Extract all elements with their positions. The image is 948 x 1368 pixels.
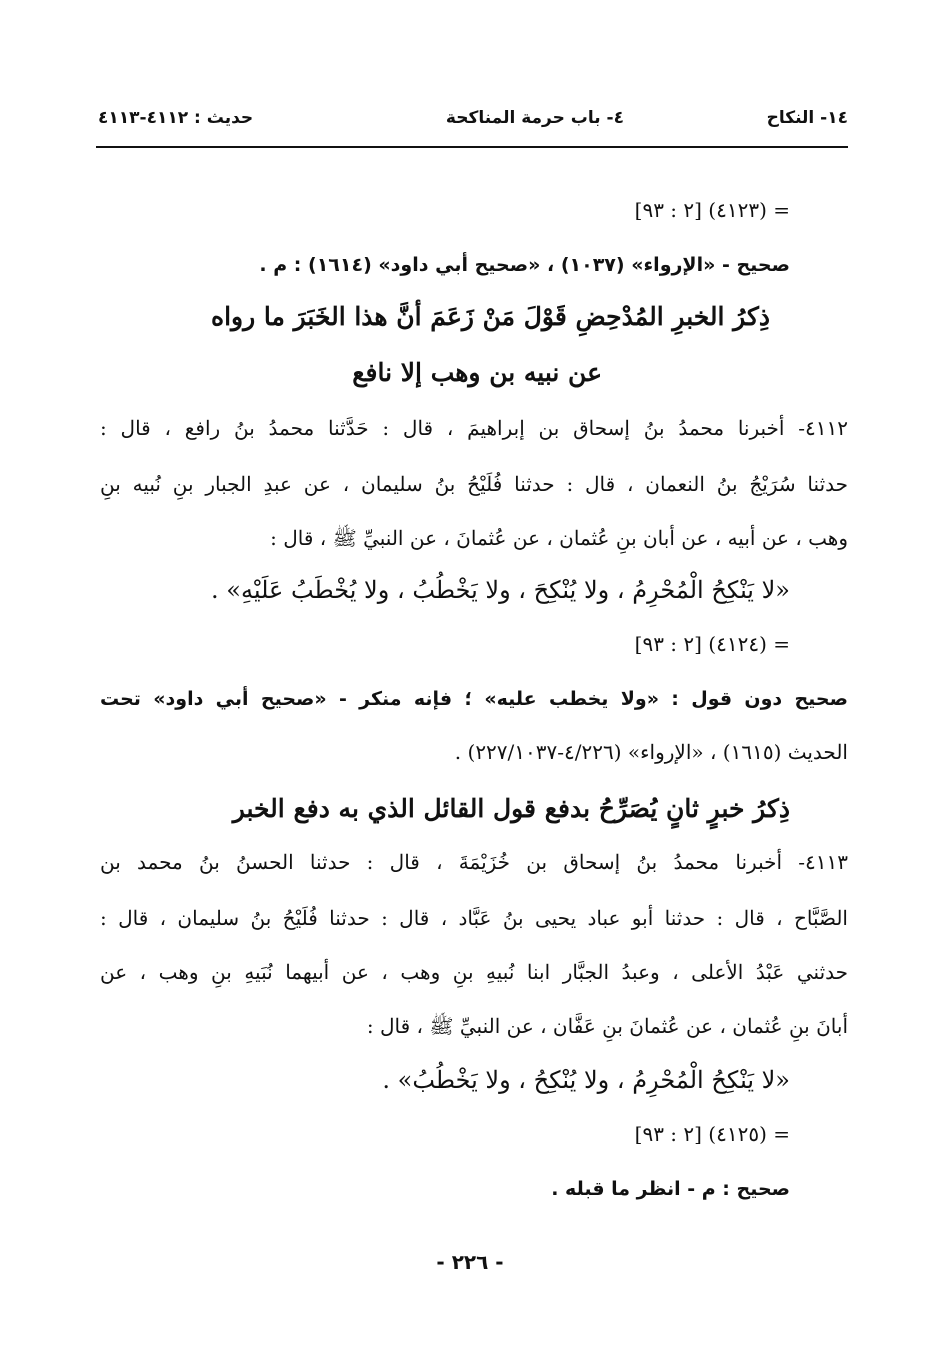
chapter-heading-cont: عن نبيه بن وهب إلا نافع xyxy=(352,358,602,387)
reference-line: = (٤١٢٥) [٢ : ٩٣] xyxy=(634,1122,790,1146)
chapter-heading: ذِكرُ خبرٍ ثانٍ يُصَرِّحُ بدفع قول القائل الذي به دفع الخبر xyxy=(232,794,790,823)
hadith-text: ٤١١٣- أخبرنا محمدُ بنُ إسحاق بن خُزَيْمَةَ ، قال : حدثنا الحسنُ بنُ محمد بن xyxy=(100,850,848,874)
hadith-range: حديث : ٤١١٢-٤١١٣ xyxy=(98,108,254,128)
reference-line: = (٤١٢٣) [٢ : ٩٣] xyxy=(634,198,790,222)
hadith-text: ٤١١٢- أخبرنا محمدُ بنُ إسحاق بن إبراهيمَ ، قال : حَدَّثنا محمدُ بنُ رافع ، قال : xyxy=(100,416,848,440)
hadith-text: أبانَ بنِ عُثمان ، عن عُثمانَ بنِ عَفَّان ، عن النبيِّ ﷺ ، قال : xyxy=(366,1014,848,1038)
header-rule xyxy=(96,146,848,148)
grading-line: صحيح : م - انظر ما قبله . xyxy=(551,1178,790,1200)
reference-line: = (٤١٢٤) [٢ : ٩٣] xyxy=(634,632,790,656)
grading-line: صحيح دون قول : «ولا يخطب عليه» ؛ فإنه منكر - «صحيح أبي داود» تحت xyxy=(100,688,848,710)
chapter-heading: ذِكرُ الخبرِ المُدْحِضِ قَوْلَ مَنْ زَعَمَ أنَّ هذا الخَبَرَ ما رواه xyxy=(211,302,770,331)
hadith-text: حدثني عَبْدُ الأعلى ، وعبدُ الجبَّار ابنا نُبيهِ بنِ وهب ، عن أبيهما نُبَيهِ بنِ وهب ، عن xyxy=(100,960,848,984)
hadith-quote: «لا يَنْكِحُ الْمُحْرِمُ ، ولا يُنْكِحُ ، ولا يَخْطُبُ» . xyxy=(382,1066,790,1094)
grading-line: صحيح - «الإرواء» (١٠٣٧) ، «صحيح أبي داود» (١٦١٤) : م . xyxy=(259,254,790,276)
chapter-title: ١٤- النكاح xyxy=(766,108,848,128)
hadith-quote: «لا يَنْكِحُ الْمُحْرِمُ ، ولا يُنْكِحَ ، ولا يَخْطُبُ ، ولا يُخْطَبُ عَلَيْهِ» . xyxy=(211,576,790,604)
section-title: ٤- باب حرمة المناكحة xyxy=(445,108,624,128)
hadith-text: الصَّبَّاح ، قال : حدثنا أبو عباد يحيى بنُ عَبَّاد ، قال : حدثنا فُلَيْحُ بنُ سليمان ، قال : xyxy=(100,906,848,930)
hadith-text: وهب ، عن أبيه ، عن أبان بنِ عُثمان ، عن عُثمانَ ، عن النبيِّ ﷺ ، قال : xyxy=(270,526,848,550)
grading-line-cont: الحديث (١٦١٥) ، «الإرواء» (٤/٢٢٦-٢٢٧/١٠٣٧) . xyxy=(454,740,848,764)
page-number: - ٢٢٦ - xyxy=(436,1250,504,1274)
hadith-text: حدثنا سُرَيْجُ بنُ النعمان ، قال : حدثنا فُلَيْحُ بنُ سليمان ، عن عبدِ الجبار بنِ نُبيه بنِ xyxy=(100,472,848,496)
